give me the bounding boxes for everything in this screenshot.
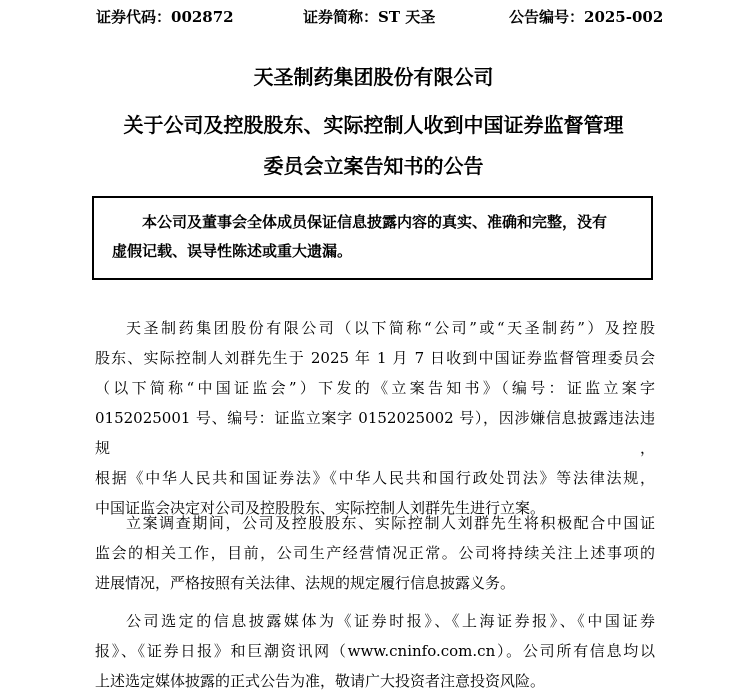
paragraph-line: 根据《中华人民共和国证券法》《中华人民共和国行政处罚法》等法律法规， — [95, 469, 655, 487]
paragraph-line: 股东、实际控制人刘群先生于 2025 年 1 月 7 日收到中国证券监督管理委员会 — [95, 349, 655, 367]
paragraph-line: 上述选定媒体披露的正式公告为准，敬请广大投资者注意投资风险。 — [95, 672, 546, 690]
body-paragraph-1 — [95, 313, 655, 523]
security-name: 证券简称：ST 天圣 — [303, 8, 436, 26]
paragraph-line: 报》、《证券日报》和巨潮资讯网（www.cninfo.com.cn）。公司所有信息均以 — [95, 642, 655, 660]
disclaimer-line: 本公司及董事会全体成员保证信息披露内容的真实、准确和完整，没有 — [142, 213, 608, 231]
paragraph-line: 中国证监会决定对公司及控股股东、实际控制人刘群先生进行立案。 — [95, 499, 546, 517]
paragraph-line: 监会的相关工作，目前，公司生产经营情况正常。公司将持续关注上述事项的 — [95, 544, 655, 562]
company-title: 天圣制药集团股份有限公司 — [253, 65, 494, 89]
paragraph-line: 立案调查期间，公司及控股股东、实际控制人刘群先生将积极配合中国证 — [126, 514, 655, 532]
paragraph-line: 天圣制药集团股份有限公司（以下简称“公司”或“天圣制药”）及控股 — [126, 319, 655, 337]
security-code: 证券代码：002872 — [96, 8, 234, 26]
announcement-number: 公告编号：2025-002 — [509, 8, 664, 26]
document-header — [0, 6, 747, 30]
disclaimer-line: 虚假记载、误导性陈述或重大遗漏。 — [112, 242, 353, 260]
paragraph-line: （以下简称“中国证监会”）下发的《立案告知书》（编号：证监立案字 — [95, 379, 655, 397]
paragraph-line: 进展情况，严格按照有关法律、法规的规定履行信息披露义务。 — [95, 574, 516, 592]
disclaimer-box — [92, 196, 653, 280]
paragraph-line: 公司选定的信息披露媒体为《证券时报》、《上海证券报》、《中国证券 — [126, 612, 655, 630]
announcement-title-line-1: 关于公司及控股股东、实际控制人收到中国证券监督管理 — [123, 113, 624, 137]
announcement-title-line-2: 委员会立案告知书的公告 — [263, 154, 484, 178]
body-paragraph-2 — [95, 508, 655, 598]
paragraph-line: 0152025001 号、编号：证监立案字 0152025002 号），因涉嫌信息披露违法违规， — [95, 409, 655, 457]
